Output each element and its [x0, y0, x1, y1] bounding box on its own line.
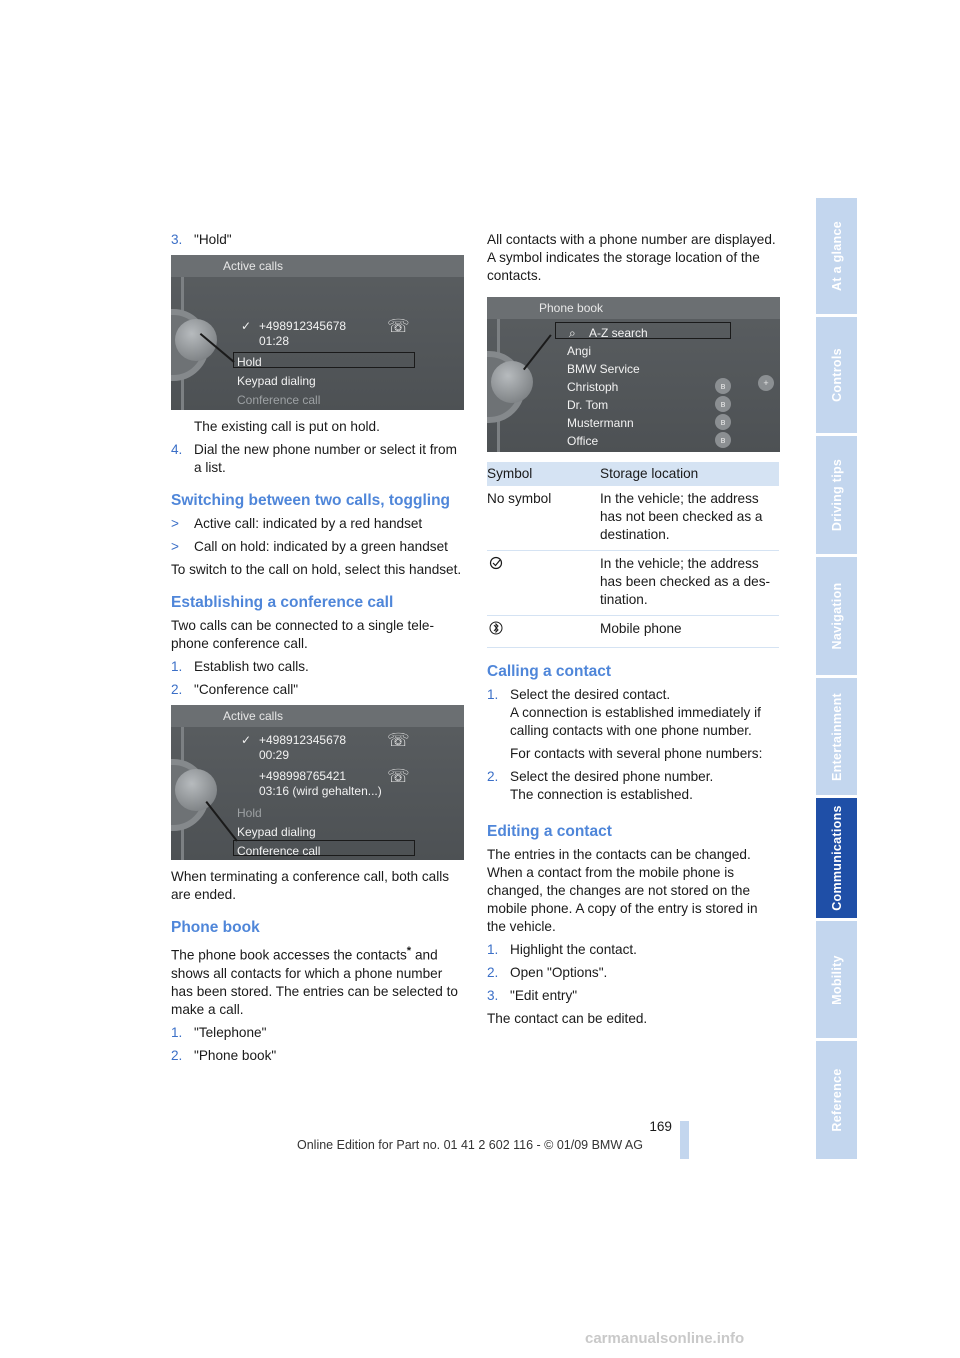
side-tab-communications[interactable]: [816, 798, 857, 918]
check-icon: ✓: [241, 733, 252, 747]
step-highlight: [487, 941, 780, 959]
step-number: 1.: [487, 942, 499, 957]
phone-book-text: [171, 942, 464, 1019]
table-cell: In the vehicle; the address has not been checked as a destination.: [600, 486, 779, 551]
step-text: Dial the new phone number or select it from a list.: [194, 442, 457, 475]
list-item: Dr. Tom: [567, 398, 609, 412]
side-tab-controls[interactable]: [816, 317, 857, 433]
bullet-mark: >: [171, 516, 179, 531]
conference-end: When terminating a conference call, both calls are ended.: [171, 869, 450, 902]
side-tab-label: Driving tips: [829, 458, 844, 532]
table-cell: [487, 551, 600, 616]
toggle-text: To switch to the call on hold, select this handset.: [171, 562, 462, 577]
heading-phone-book: Phone book: [171, 919, 260, 936]
step-detail: The connection is established.: [510, 787, 693, 802]
step-number: 2.: [487, 965, 499, 980]
heading-editing: Editing a contact: [487, 823, 612, 840]
step-number: 4.: [171, 442, 183, 457]
menu-item-keypad: Keypad dialing: [237, 374, 316, 388]
table-header-row: [487, 462, 779, 486]
selection-callout: [233, 840, 415, 856]
menu-item-conference: Conference call: [237, 393, 321, 407]
selection-callout: [555, 322, 731, 339]
controller-knob: [175, 319, 217, 361]
step-telephone: [171, 1024, 464, 1042]
step-text: "Conference call": [194, 682, 299, 697]
menu-item-hold: Hold: [237, 355, 262, 369]
bluetooth-icon: ʙ: [715, 414, 731, 430]
bluetooth-icon: ʙ: [715, 432, 731, 448]
side-tab-reference[interactable]: [816, 1041, 857, 1159]
selection-callout: [233, 352, 415, 368]
phone-book-text-b: and shows all contacts for which a phone number has been stored. The entries can be selected to make a call.: [171, 947, 458, 1017]
conference-intro: Two calls can be connected to a single tele-phone conference call.: [171, 618, 434, 651]
step-body: [510, 768, 780, 804]
screenshot-phone-book: [487, 297, 780, 452]
screenshot-active-calls: [171, 255, 464, 410]
list-item: Mustermann: [567, 416, 634, 430]
side-tab-driving-tips[interactable]: [816, 436, 857, 554]
side-tab-navigation[interactable]: [816, 557, 857, 675]
list-item: Christoph: [567, 380, 619, 394]
edit-end: The contact can be edited.: [487, 1011, 648, 1026]
step-text: Establish two calls.: [194, 659, 309, 674]
footnote-star: *: [406, 945, 412, 957]
step-dial: [171, 441, 464, 477]
table-cell: Mobile phone: [600, 616, 779, 648]
call-time: 01:28: [259, 334, 290, 348]
step-number: 2.: [171, 1047, 183, 1063]
step-phone-book: [171, 1047, 464, 1065]
callout-line: [206, 801, 238, 841]
screen-title: Active calls: [223, 709, 284, 723]
page-number: 169: [649, 1119, 672, 1134]
step-detail: A connection is established immediately if calling contacts with one phone number.: [510, 705, 761, 738]
list-item: A-Z search: [589, 326, 648, 340]
table-cell: [487, 616, 600, 648]
menu-item-hold: Hold: [237, 806, 262, 820]
call-number-1: +498912345678: [259, 733, 347, 747]
step-text: Highlight the contact.: [510, 942, 637, 957]
callout-line: [523, 334, 551, 370]
bullet-text: Active call: indicated by a red handset: [194, 516, 423, 531]
phone-book-text-a: The phone book accesses the contacts: [171, 947, 407, 963]
handset-icon: ☏: [387, 730, 410, 750]
step-text: Select the desired contact.: [510, 687, 671, 702]
screen-title-bar: [171, 255, 464, 277]
list-item: Office: [567, 434, 599, 448]
side-tab-at-a-glance[interactable]: [816, 198, 857, 314]
menu-item-keypad: Keypad dialing: [237, 825, 316, 839]
step-conference: [171, 681, 464, 699]
list-item: Angi: [567, 344, 592, 358]
side-tab-label: Navigation: [829, 582, 844, 650]
bullet-mark: >: [171, 539, 179, 554]
column-header: Symbol: [487, 462, 600, 486]
search-icon: ⌕: [569, 326, 576, 340]
step-text: "Phone book": [194, 1047, 277, 1063]
call-number: +498912345678: [259, 319, 347, 333]
handset-icon: ☏: [387, 766, 410, 786]
destination-check-icon: [487, 555, 507, 571]
heading-toggling: Switching between two calls, toggling: [171, 492, 451, 509]
step-hold: [171, 231, 464, 249]
bluetooth-icon: ʙ: [715, 378, 731, 394]
side-tab-label: Entertainment: [829, 692, 844, 781]
step-text: Select the desired phone number.: [510, 769, 714, 784]
step-establish: [171, 658, 464, 676]
bullet-text: Call on hold: indicated by a green handset: [194, 539, 448, 554]
menu-item-conference: Conference call: [237, 844, 321, 858]
side-tab-label: Communications: [829, 805, 844, 911]
step-number: 2.: [487, 769, 499, 784]
hold-result: The existing call is put on hold.: [194, 419, 380, 434]
step-text: "Telephone": [194, 1024, 267, 1040]
step-number: 2.: [171, 682, 183, 697]
screen-title-bar: [171, 705, 464, 727]
bluetooth-icon: [487, 620, 507, 636]
step-text: Open "Options".: [510, 965, 608, 980]
side-tab-entertainment[interactable]: [816, 678, 857, 795]
step-text: "Hold": [194, 232, 232, 247]
column-header: Storage location: [600, 462, 779, 486]
watermark: carmanualsonline.info: [585, 1330, 745, 1347]
bluetooth-icon: ʙ: [715, 396, 731, 412]
heading-conference: Establishing a conference call: [171, 594, 394, 611]
storage-table: [487, 462, 779, 648]
table-row: [487, 551, 779, 616]
table-cell: In the vehicle; the address has been checked as a des-tination.: [600, 551, 779, 616]
table-row: [487, 616, 779, 648]
call-time-1: 00:29: [259, 748, 290, 762]
side-tab-label: Controls: [829, 348, 844, 402]
step-text: "Edit entry": [510, 988, 578, 1003]
edit-text: The entries in the contacts can be changed. When a contact from the mobile phone is changed, the changes are not stored on the mobile phone. A copy of the entry is stored in the vehicle.: [487, 847, 758, 934]
screen-title: Phone book: [539, 301, 604, 315]
table-cell: No symbol: [487, 486, 600, 551]
heading-calling: Calling a contact: [487, 663, 612, 680]
step-number: 3.: [487, 988, 499, 1003]
screen-title-bar: [487, 297, 780, 319]
plus-icon: +: [758, 375, 774, 391]
step-select-number: [487, 768, 780, 804]
step-options: [487, 964, 780, 982]
side-tab-label: Reference: [829, 1068, 844, 1132]
list-item: BMW Service: [567, 362, 640, 376]
contacts-intro: All contacts with a phone number are displayed. A symbol indicates the storage location of the contacts.: [487, 232, 776, 283]
step-select-contact: [487, 686, 780, 740]
bullet-item: [171, 538, 464, 556]
step-edit-entry: [487, 987, 780, 1005]
call-time-2: 03:16 (wird gehalten...): [259, 784, 382, 798]
controller-knob: [175, 769, 217, 811]
left-column: [171, 231, 464, 1070]
call-number-2: +498998765421: [259, 769, 347, 783]
step-body: [510, 686, 780, 740]
handset-icon: ☏: [387, 316, 410, 336]
call-note: For contacts with several phone numbers:: [510, 746, 763, 761]
page-marker: [680, 1121, 689, 1159]
right-column: [487, 231, 780, 1033]
step-number: 1.: [171, 1024, 183, 1040]
table-row: [487, 486, 779, 551]
side-tab-label: Mobility: [829, 954, 844, 1005]
step-number: 1.: [171, 659, 183, 674]
step-number: 3.: [171, 232, 183, 247]
controller-knob: [491, 361, 533, 403]
footer-text: Online Edition for Part no. 01 41 2 602 116 - © 01/09 BMW AG: [297, 1138, 643, 1152]
step-number: 1.: [487, 687, 499, 702]
screenshot-conference: [171, 705, 464, 860]
bullet-item: [171, 515, 464, 533]
side-tab-mobility[interactable]: [816, 921, 857, 1038]
check-icon: ✓: [241, 319, 252, 333]
screen-title: Active calls: [223, 259, 284, 273]
side-tab-label: At a glance: [829, 221, 844, 291]
